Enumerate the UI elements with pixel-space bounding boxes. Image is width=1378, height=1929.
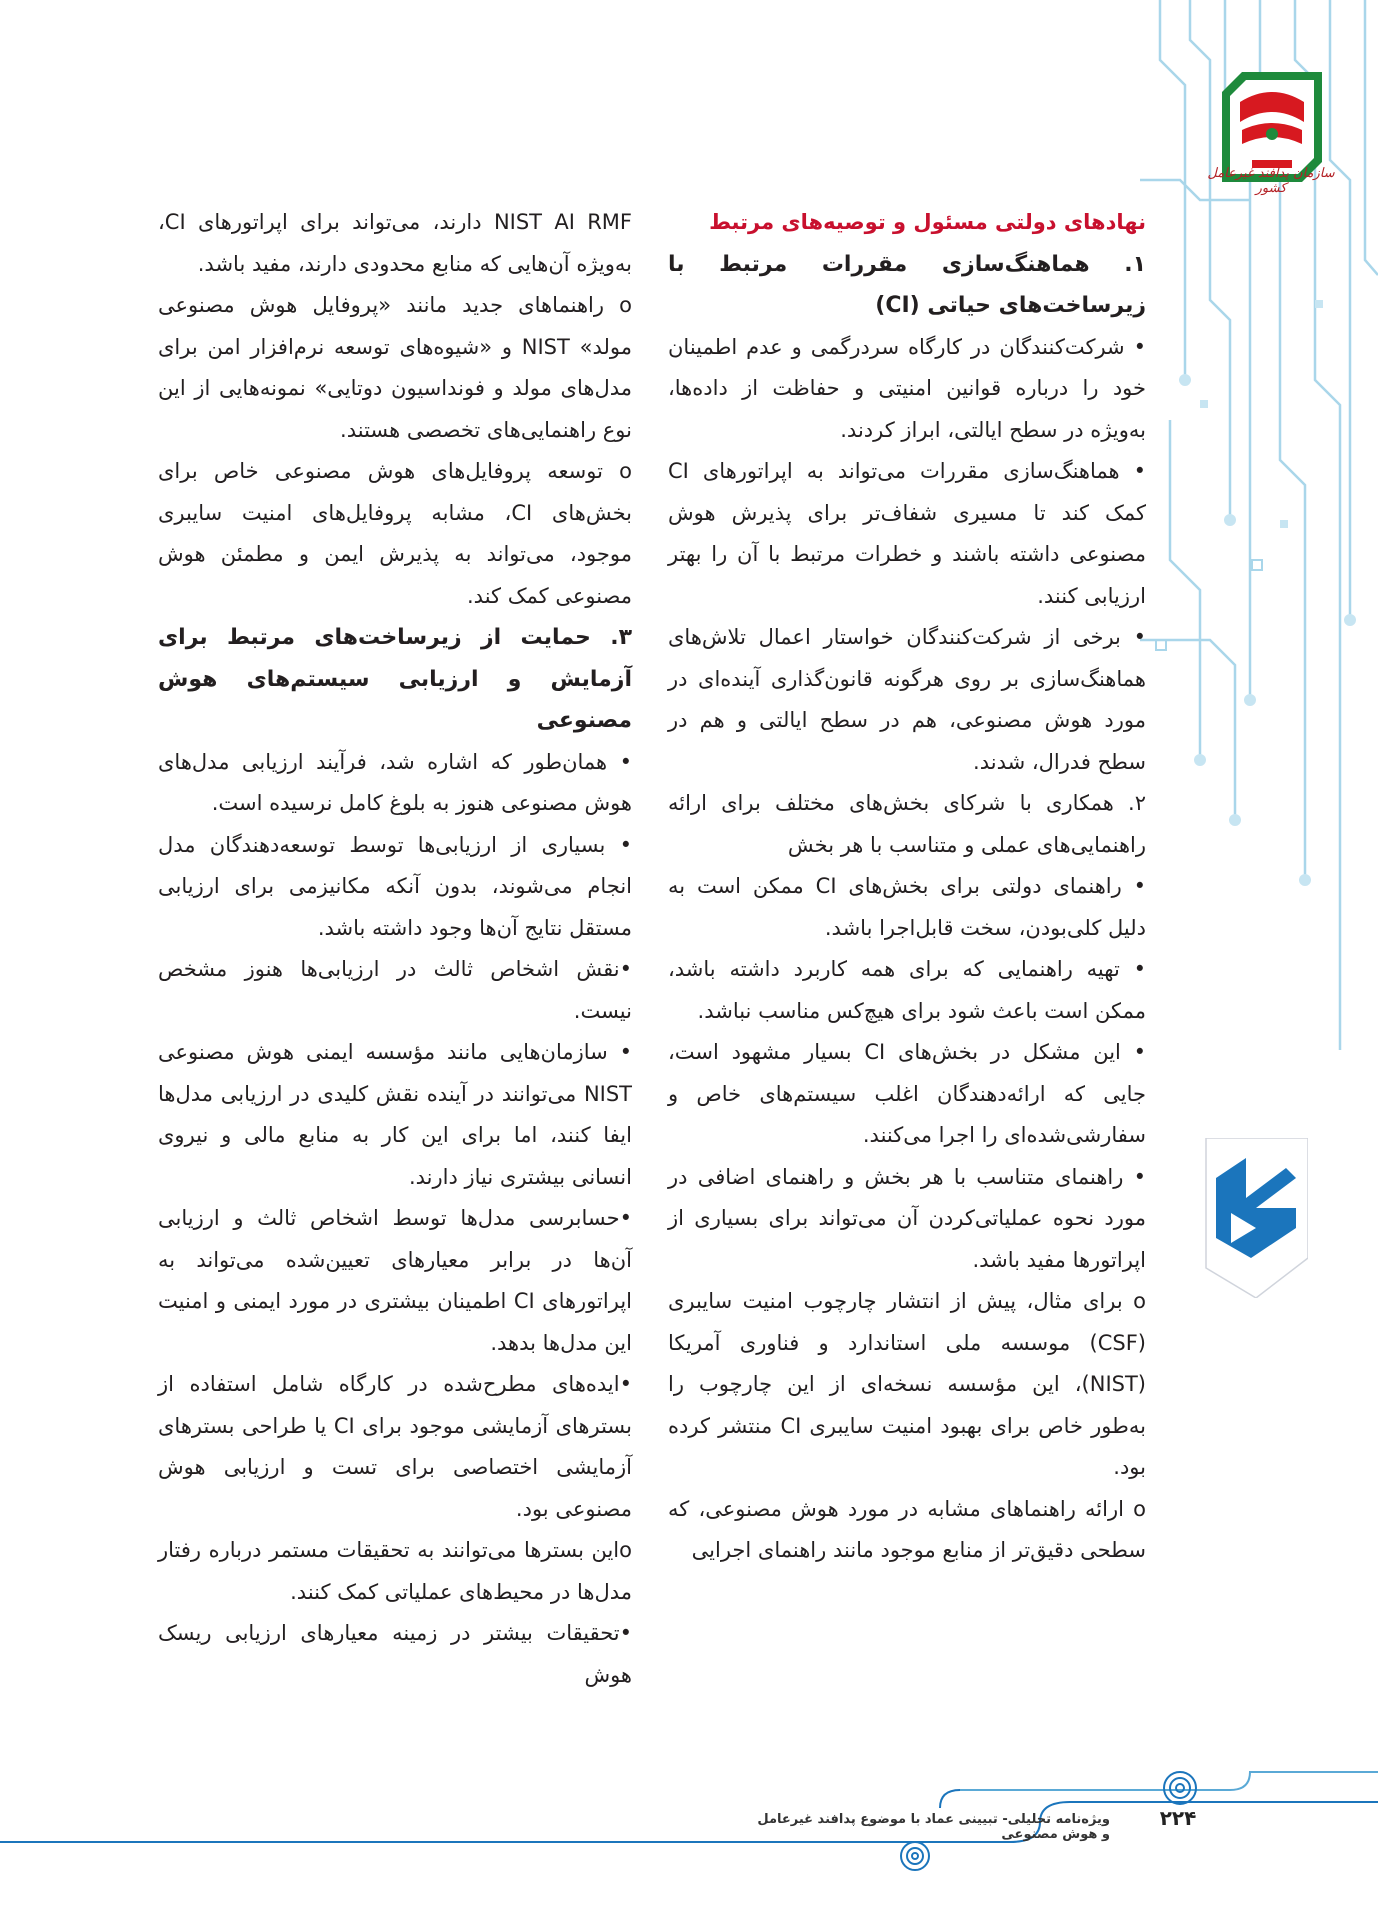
paragraph: o راهنماهای جدید مانند «پروفایل هوش مصنوعی مولد» NIST و «شیوه‌های توسعه نرم‌افزار امن برای مدل‌های مولد و فونداسیون دوتایی» نمونه‌هایی از این نوع راهنمایی‌های تخصصی هستند. (158, 293, 632, 442)
paragraph: • این مشکل در بخش‌های CI بسیار مشهود است، جایی که ارائه‌دهندگان اغلب سیستم‌های خاص و سفارشی‌شده‌ای را اجرا می‌کنند. (668, 1040, 1146, 1147)
right-text-column (668, 202, 1146, 1572)
paragraph: o ارائه راهنماهای مشابه در مورد هوش مصنوعی، که سطحی دقیق‌تر از منابع موجود مانند راهنمای اجرایی (668, 1496, 1146, 1562)
paragraph: • هماهنگ‌سازی مقررات می‌تواند به اپراتورهای CI کمک کند تا مسیری شفاف‌تر برای پذیرش هوش مصنوعی داشته باشند و خطرات مرتبط با آن را بهتر ارزیابی کنند. (668, 459, 1146, 608)
section-title: نهادهای دولتی مسئول و توصیه‌های مرتبط (709, 210, 1146, 234)
heading-1: ۱. هماهنگ‌سازی مقررات مرتبط با زیرساخت‌های حیاتی (CI) (668, 251, 1146, 318)
paragraph: •ایده‌های مطرح‌شده در کارگاه شامل استفاده از بسترهای آزمایشی موجود برای CI یا طراحی بسترهای آزمایشی اختصاصی برای تست و ارزیابی هوش مصنوعی بود. (158, 1372, 632, 1521)
paragraph: oاین بسترها می‌توانند به تحقیقات مستمر درباره رفتار مدل‌ها در محیط‌های عملیاتی کمک کنند. (158, 1538, 632, 1604)
heading-2: ۲. همکاری با شرکای بخش‌های مختلف برای ارائه راهنمایی‌های عملی و متناسب با هر بخش (668, 791, 1146, 857)
paragraph: • راهنمای متناسب با هر بخش و راهنمای اضافی در مورد نحوه عملیاتی‌کردن آن می‌تواند برای بسیاری از اپراتورها مفید باشد. (668, 1164, 1146, 1272)
paragraph: • برخی از شرکت‌کنندگان خواستار اعمال تلاش‌های هماهنگ‌سازی بر روی هرگونه قانون‌گذاری آینده‌ای در مورد هوش مصنوعی، هم در سطح ایالتی و هم در سطح فدرال، شدند. (668, 625, 1146, 774)
paragraph: •نقش اشخاص ثالث در ارزیابی‌ها هنوز مشخص نیست. (158, 957, 632, 1023)
paragraph: •حسابرسی مدل‌ها توسط اشخاص ثالث و ارزیابی آن‌ها در برابر معیارهای تعیین‌شده می‌تواند به اپراتورهای CI اطمینان بیشتری در مورد ایمنی و امنیت این مدل‌ها بدهد. (158, 1206, 632, 1355)
emad-logo (1196, 1138, 1308, 1298)
logo-caption: سازمان پدافند غیرعامل کشور (1207, 166, 1335, 196)
footer-title: ویژه‌نامه تحلیلی- تبیینی عماد با موضوع پدافند غیرعامل و هوش مصنوعی (757, 1812, 1110, 1842)
paragraph: • راهنمای دولتی برای بخش‌های CI ممکن است به دلیل کلی‌بودن، سخت قابل‌اجرا باشد. (668, 874, 1146, 940)
paragraph: • تهیه راهنمایی که برای همه کاربرد داشته باشد، ممکن است باعث شود برای هیچ‌کس مناسب نباشد. (668, 957, 1146, 1023)
paragraph: • شرکت‌کنندگان در کارگاه سردرگمی و عدم اطمینان خود را درباره قوانین امنیتی و حفاظت از داده‌ها، به‌ویژه در سطح ایالتی، ابراز کردند. (668, 334, 1146, 442)
paragraph: o توسعه پروفایل‌های هوش مصنوعی خاص برای بخش‌های CI، مشابه پروفایل‌های امنیت سایبری موجود، می‌تواند به پذیرش ایمن و مطمئن هوش مصنوعی کمک کند. (158, 459, 632, 608)
heading-3: ۳. حمایت از زیرساخت‌های مرتبط برای آزمایش و ارزیابی سیستم‌های هوش مصنوعی (158, 625, 632, 733)
page-number: ۲۲۴ (1159, 1806, 1197, 1830)
paragraph: o برای مثال، پیش از انتشار چارچوب امنیت سایبری (CSF) موسسه ملی استاندارد و فناوری آمریکا (NIST)، این مؤسسه نسخه‌ای از این چارچوب را به‌طور خاص برای بهبود امنیت سایبری CI منتشر کرده بود. (668, 1289, 1146, 1479)
paragraph: •تحقیقات بیشتر در زمینه معیارهای ارزیابی ریسک هوش (158, 1621, 632, 1687)
paragraph: • بسیاری از ارزیابی‌ها توسط توسعه‌دهندگان مدل انجام می‌شوند، بدون آنکه مکانیزمی برای ارزیابی مستقل نتایج آن‌ها وجود داشته باشد. (158, 832, 632, 940)
left-text-column (158, 202, 632, 1696)
paragraph: • همان‌طور که اشاره شد، فرآیند ارزیابی مدل‌های هوش مصنوعی هنوز به بلوغ کامل نرسیده است. (158, 749, 632, 815)
paragraph: NIST AI RMF دارند، می‌تواند برای اپراتورهای CI، به‌ویژه آن‌هایی که منابع محدودی دارند، مفید باشد. (158, 210, 632, 276)
paragraph: • سازمان‌هایی مانند مؤسسه ایمنی هوش مصنوعی NIST می‌توانند در آینده نقش کلیدی در ارزیابی مدل‌ها ایفا کنند، اما برای این کار به منابع مالی و نیروی انسانی بیشتری نیاز دارند. (158, 1040, 632, 1189)
